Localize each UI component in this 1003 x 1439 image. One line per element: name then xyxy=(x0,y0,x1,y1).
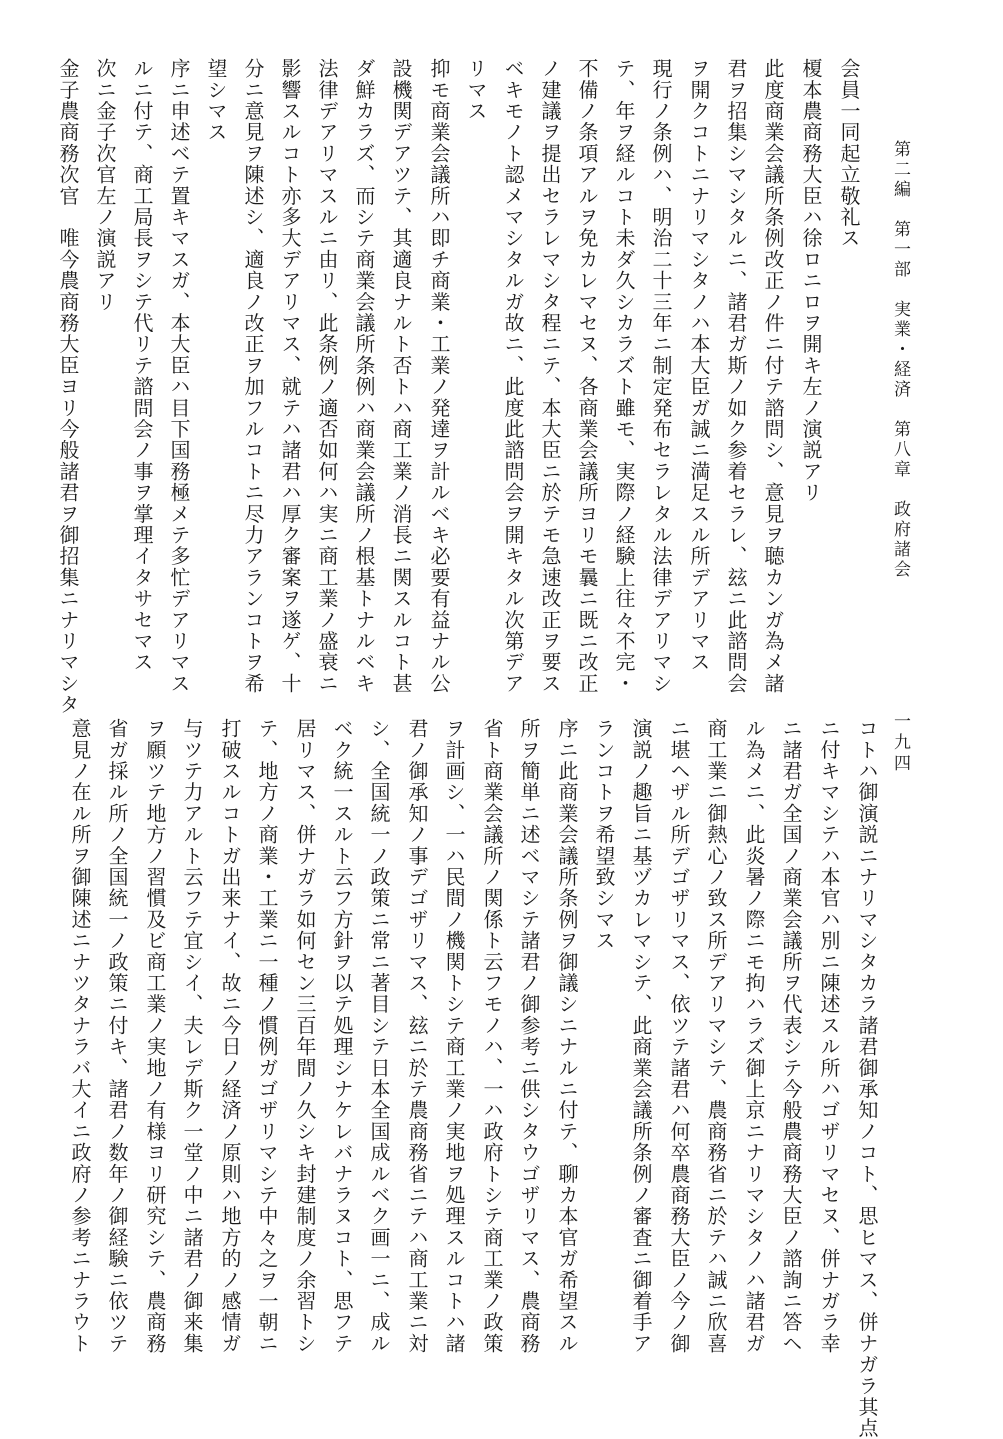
text-column: 序ニ申述ベテ置キマスガ、本大臣ハ目下国務極メテ多忙デアリマス xyxy=(167,58,191,694)
text-column: テ、年ヲ経ルコト未ダ久シカラズト雖モ、実際ノ経験上往々不完・ xyxy=(612,58,636,694)
text-column: 次ニ金子次官左ノ演説アリ xyxy=(93,58,117,313)
text-column: ニ諸君ガ全国ノ商業会議所ヲ代表シテ今般農商務大臣ノ諮詢ニ答ヘ xyxy=(779,718,803,1354)
text-column: ダ鮮カラズ、而シテ商業会議所条例ハ商業会議所ノ根基トナルベキ xyxy=(352,58,376,694)
text-column: コトハ御演説ニナリマシタカラ諸君御承知ノコト、思ヒマス、併ナガラ其点 xyxy=(855,718,879,1439)
text-column: 影響スルコト亦多大デアリマス、就テハ諸君ハ厚ク審案ヲ遂ゲ、十 xyxy=(278,58,302,695)
running-header: 第二編 第一部 実業・経済 第八章 政府諸会 xyxy=(890,140,910,580)
text-column: 金子農商務次官 唯今農商務大臣ヨリ今般諸君ヲ御招集ニナリマシタ xyxy=(56,58,80,716)
text-column: 君ヲ招集シマシタルニ、諸君ガ斯ノ如ク参着セラレ、玆ニ此諮問会 xyxy=(724,58,748,694)
text-column: 省ガ採ル所ノ全国統一ノ政策ニ付キ、諸君ノ数年ノ御経験ニ依ツテ xyxy=(105,718,129,1354)
text-column: ノ建議ヲ提出セラレマシタ程ニテ、本大臣ニ於テモ急速改正ヲ要ス xyxy=(538,58,562,694)
text-column: ベク統一スルト云フ方針ヲ以テ処理シナケレバナラヌコト、思フテ xyxy=(330,718,354,1354)
text-column: 現行ノ条例ハ、明治二十三年ニ制定発布セラレタル法律デアリマシ xyxy=(649,58,673,694)
text-column: 省ト商業会議所ノ関係ト云フモノハ、一ハ政府トシテ商工業ノ政策 xyxy=(480,718,504,1354)
text-column: 法律デアリマスルニ由リ、此条例ノ適否如何ハ実ニ商工業ノ盛衰ニ xyxy=(315,58,339,694)
text-column: 居リマス、併ナガラ如何セン三百年間ノ久シキ封建制度ノ余習トシ xyxy=(293,718,317,1354)
text-column: 不備ノ条項アルヲ免カレマセヌ、各商業会議所ヨリモ曩ニ既ニ改正 xyxy=(575,58,599,694)
text-column: ランコトヲ希望致シマス xyxy=(592,718,616,952)
text-column: ルニ付テ、商工局長ヲシテ代リテ諮問会ノ事ヲ掌理イタサセマス xyxy=(130,58,154,673)
text-column: テ、地方ノ商業・工業ニ一種ノ慣例ガゴザリマシテ中々之ヲ一朝ニ xyxy=(255,718,279,1354)
text-column: ニ堪ヘザル所デゴザリマス、依ツテ諸君ハ何卒農商務大臣ノ今ノ御 xyxy=(667,718,691,1354)
text-column: 序ニ此商業会議所条例ヲ御議シニナルニ付テ、聊カ本官ガ希望スル xyxy=(555,718,579,1354)
text-column: ヲ開クコトニナリマシタノハ本大臣ガ誠ニ満足スル所デアリマス xyxy=(687,58,711,673)
text-column: ベキモノト認メマシタルガ故ニ、此度此諮問会ヲ開キタル次第デア xyxy=(501,58,525,694)
text-column: 設機関デアツテ、其適良ナルト否トハ商工業ノ消長ニ関スルコト甚 xyxy=(389,58,413,694)
text-column: 榎本農商務大臣ハ徐ロニロヲ開キ左ノ演説アリ xyxy=(799,58,823,504)
text-column: 此度商業会議所条例改正ノ件ニ付テ諮問シ、意見ヲ聴カンガ為メ諸 xyxy=(761,58,785,694)
text-column: ヲ計画シ、一ハ民間ノ機関トシテ商工業ノ実地ヲ処理スルコトハ諸 xyxy=(442,718,466,1354)
text-column: ル為メニ、此炎暑ノ際ニモ拘ハラズ御上京ニナリマシタノハ諸君ガ xyxy=(742,718,766,1354)
text-column: ヲ願ツテ地方ノ習慣及ビ商工業ノ実地ノ有様ヨリ研究シテ、農商務 xyxy=(143,718,167,1354)
text-column: リマス xyxy=(464,58,488,122)
text-column: 打破スルコトガ出来ナイ、故ニ今日ノ経済ノ原則ハ地方的ノ感情ガ xyxy=(218,718,242,1354)
text-column: 意見ノ在ル所ヲ御陳述ニナツタナラバ大イニ政府ノ参考ニナラウト xyxy=(68,718,92,1354)
text-column: 演説ノ趣旨ニ基ヅカレマシテ、此商業会議所条例ノ審査ニ御着手ア xyxy=(629,718,653,1354)
text-column: 会員一同起立敬礼ス xyxy=(837,58,861,249)
text-column: 所ヲ簡単ニ述ベマシテ諸君ノ御参考ニ供シタウゴザリマス、農商務 xyxy=(517,718,541,1354)
page-number: 一九四 xyxy=(890,712,910,775)
text-column: ニ付キマシテハ本官ハ別ニ陳述スル所ハゴザリマセヌ、併ナガラ幸 xyxy=(817,718,841,1354)
text-column: 抑モ商業会議所ハ即チ商業・工業ノ発達ヲ計ルベキ必要有益ナル公 xyxy=(427,58,451,694)
text-column: 商工業ニ御熱心ノ致ス所デアリマシテ、農商務省ニ於テハ誠ニ欣喜 xyxy=(704,718,728,1354)
text-column: 望シマス xyxy=(204,58,228,143)
text-column: 与ツテ力アルト云フテ宜シイ、夫レデ斯ク一堂ノ中ニ諸君ノ御来集 xyxy=(180,718,204,1354)
text-column: 分ニ意見ヲ陳述シ、適良ノ改正ヲ加フルコトニ尽力アランコトヲ希 xyxy=(241,58,265,694)
text-column: シ、全国統一ノ政策ニ常ニ著目シテ日本全国成ルベク画一ニ、成ル xyxy=(367,718,391,1354)
text-column: 君ノ御承知ノ事デゴザリマス、玆ニ於テ農商務省ニテハ商工業ニ対 xyxy=(405,718,429,1354)
